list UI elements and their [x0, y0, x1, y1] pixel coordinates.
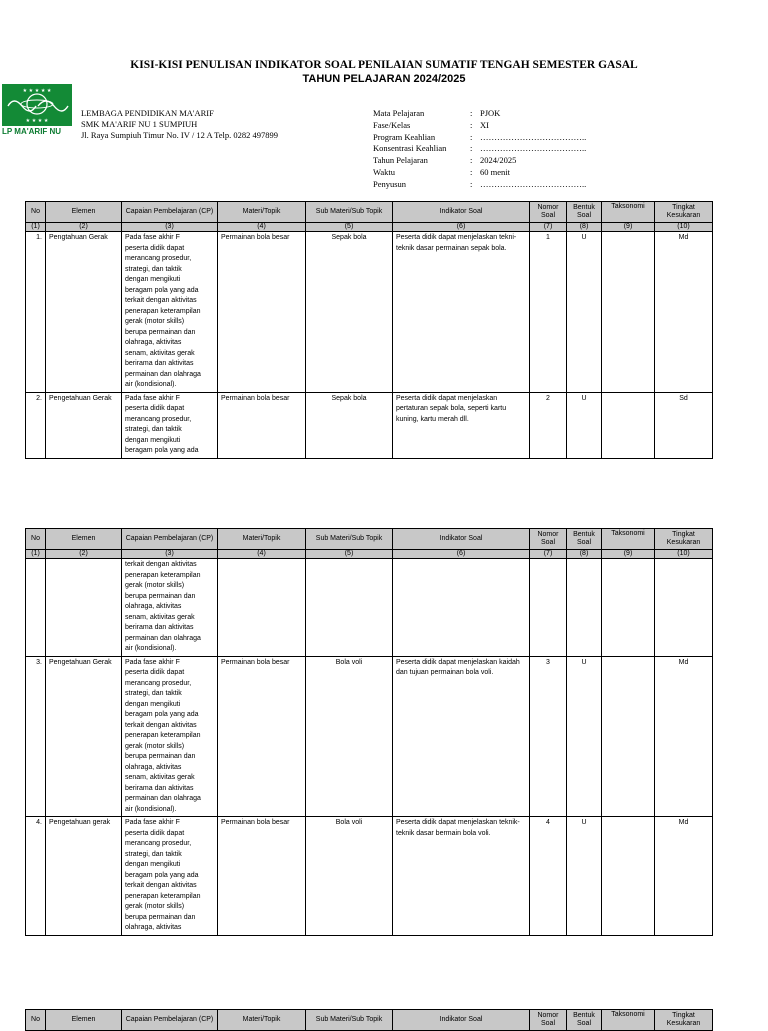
table-row: [26, 656, 713, 817]
row-no: 3.: [26, 656, 46, 817]
meta-row: [373, 155, 586, 167]
header-cell: Elemen: [46, 1010, 122, 1031]
meta-value: 2024/2025: [480, 155, 517, 166]
svg-text:★ ★ ★ ★: ★ ★ ★ ★: [25, 118, 49, 124]
document-subtitle: TAHUN PELAJARAN 2024/2025: [302, 73, 466, 85]
header-cell: Elemen: [46, 202, 122, 223]
row-tingkat: Sd: [655, 392, 713, 458]
column-number: (1): [26, 550, 46, 559]
meta-sep: :: [470, 155, 473, 166]
header-cell: Nomor Soal: [530, 1010, 567, 1031]
row-tingkat: Md: [655, 817, 713, 936]
header-cell: No: [26, 1010, 46, 1031]
column-number: (2): [46, 550, 122, 559]
column-number: (7): [530, 550, 567, 559]
meta-sep: :: [470, 131, 473, 142]
row-bentuk-soal: U: [567, 392, 602, 458]
column-number: (3): [122, 223, 218, 232]
row-materi: Permainan bola besar: [218, 656, 306, 817]
column-number: (10): [655, 223, 713, 232]
column-number: (6): [393, 223, 530, 232]
meta-row: [373, 120, 586, 132]
document-title: KISI-KISI PENULISAN INDIKATOR SOAL PENILAIAN SUMATIF TENGAH SEMESTER GASAL: [130, 59, 638, 71]
row-nomor-soal: [530, 559, 567, 657]
row-elemen: [46, 559, 122, 657]
meta-row: [373, 143, 586, 155]
header-cell: Capaian Pembelajaran (CP): [122, 529, 218, 550]
row-taksonomi: [602, 232, 655, 393]
column-number: (4): [218, 223, 306, 232]
meta-label: Waktu: [373, 166, 395, 177]
column-number: (5): [306, 550, 393, 559]
header-cell: No: [26, 529, 46, 550]
row-nomor-soal: 3: [530, 656, 567, 817]
row-sub-materi: Sepak bola: [306, 232, 393, 393]
table-header-row: [26, 202, 713, 223]
table-header-row: [26, 529, 713, 550]
column-number-row: [26, 223, 713, 232]
row-tingkat: Md: [655, 656, 713, 817]
table-row: [26, 817, 713, 936]
column-number: (7): [530, 223, 567, 232]
row-sub-materi: Bola voli: [306, 656, 393, 817]
table-row: [26, 559, 713, 657]
header-cell: Sub Materi/Sub Topik: [306, 1010, 393, 1031]
meta-value: ………………………………..: [480, 143, 587, 154]
row-cp: Pada fase akhir F peserta didik dapat merancang prosedur, strategi, dan taktik dengan mengikuti beragam pola yang ada terkait dengan aktivitas penerapan keterampilan gerak (motor skills) berupa permainan dan olahraga, aktivitas: [122, 817, 218, 936]
meta-row: [373, 179, 586, 191]
kisi-kisi-table-page-2: [25, 528, 713, 936]
row-nomor-soal: 1: [530, 232, 567, 393]
row-nomor-soal: 2: [530, 392, 567, 458]
header-cell: Sub Materi/Sub Topik: [306, 529, 393, 550]
meta-sep: :: [470, 178, 473, 189]
row-cp: Pada fase akhir F peserta didik dapat merancang prosedur, strategi, dan taktik dengan mengikuti beragam pola yang ada terkait dengan aktivitas penerapan keterampilan gerak (motor skills) berupa permainan dan olahraga, aktivitas senam, aktivitas gerak berirama dan aktivitas permainan dan olahraga air (kondisional).: [122, 656, 218, 817]
kisi-kisi-table-page-3: [25, 1009, 713, 1031]
meta-row: [373, 167, 586, 179]
row-bentuk-soal: U: [567, 656, 602, 817]
header-cell: Tingkat Kesukaran: [655, 529, 713, 550]
header-cell: Materi/Topik: [218, 529, 306, 550]
meta-label: Konsentrasi Keahlian: [373, 143, 447, 154]
table-row: [26, 232, 713, 393]
institution-block: [81, 108, 278, 141]
row-taksonomi: [602, 559, 655, 657]
row-bentuk-soal: [567, 559, 602, 657]
meta-block: [373, 108, 586, 191]
meta-label: Fase/Kelas: [373, 119, 411, 130]
header-cell: Indikator Soal: [393, 202, 530, 223]
meta-label: Tahun Pelajaran: [373, 155, 428, 166]
column-number: (8): [567, 223, 602, 232]
header-cell: Elemen: [46, 529, 122, 550]
table-header-row: [26, 1010, 713, 1031]
row-taksonomi: [602, 392, 655, 458]
header-cell: Tingkat Kesukaran: [655, 202, 713, 223]
institution-line: LEMBAGA PENDIDIKAN MA'ARIF: [81, 108, 214, 118]
column-number: (5): [306, 223, 393, 232]
header-cell: Taksonomi: [602, 529, 655, 550]
header-cell: Taksonomi: [602, 1010, 655, 1031]
header-cell: Capaian Pembelajaran (CP): [122, 1010, 218, 1031]
row-materi: Permainan bola besar: [218, 232, 306, 393]
row-elemen: Pengetahuan Gerak: [46, 392, 122, 458]
row-sub-materi: Sepak bola: [306, 392, 393, 458]
header-cell: Materi/Topik: [218, 202, 306, 223]
row-elemen: Pengetahuan Gerak: [46, 656, 122, 817]
meta-label: Mata Pelajaran: [373, 108, 425, 118]
row-no: 2.: [26, 392, 46, 458]
column-number: (8): [567, 550, 602, 559]
logo-label: LP MA'ARIF NU: [2, 127, 62, 136]
row-indikator: Peserta didik dapat menjelaskan kaidah dan tujuan permainan bola voli.: [393, 656, 530, 817]
column-number: (1): [26, 223, 46, 232]
header-cell: Bentuk Soal: [567, 202, 602, 223]
header-cell: Bentuk Soal: [567, 1010, 602, 1031]
header-cell: Sub Materi/Sub Topik: [306, 202, 393, 223]
meta-sep: :: [470, 143, 473, 154]
table-row: [26, 392, 713, 458]
meta-row: [373, 108, 586, 120]
kisi-kisi-table-page-1: [25, 201, 713, 459]
row-materi: Permainan bola besar: [218, 392, 306, 458]
header-cell: Indikator Soal: [393, 529, 530, 550]
meta-label: Program Keahlian: [373, 131, 436, 142]
column-number: (9): [602, 550, 655, 559]
row-taksonomi: [602, 656, 655, 817]
header-cell: Nomor Soal: [530, 529, 567, 550]
column-number: (10): [655, 550, 713, 559]
row-sub-materi: Bola voli: [306, 817, 393, 936]
header-cell: Nomor Soal: [530, 202, 567, 223]
column-number-row: [26, 550, 713, 559]
row-elemen: Pengetahuan gerak: [46, 817, 122, 936]
svg-text:★ ★ ★ ★ ★: ★ ★ ★ ★ ★: [22, 88, 52, 94]
meta-value: ………………………………..: [480, 178, 587, 189]
row-bentuk-soal: U: [567, 232, 602, 393]
meta-label: Penyusun: [373, 178, 407, 189]
meta-value: 60 menit: [480, 166, 510, 177]
meta-sep: :: [470, 119, 473, 130]
meta-value: ………………………………..: [480, 131, 587, 142]
header-cell: Materi/Topik: [218, 1010, 306, 1031]
column-number: (3): [122, 550, 218, 559]
meta-row: [373, 132, 586, 144]
header-cell: Indikator Soal: [393, 1010, 530, 1031]
row-materi: Permainan bola besar: [218, 817, 306, 936]
header-cell: Capaian Pembelajaran (CP): [122, 202, 218, 223]
row-no: [26, 559, 46, 657]
row-tingkat: [655, 559, 713, 657]
row-elemen: Pengtahuan Gerak: [46, 232, 122, 393]
row-indikator: [393, 559, 530, 657]
meta-sep: :: [470, 108, 473, 118]
row-cp: terkait dengan aktivitas penerapan keterampilan gerak (motor skills) berupa permainan dan olahraga, aktivitas senam, aktivitas gerak berirama dan aktivitas permainan dan olahraga air (kondisional).: [122, 559, 218, 657]
row-bentuk-soal: U: [567, 817, 602, 936]
meta-value: PJOK: [480, 108, 501, 118]
institution-line: SMK MA'ARIF NU 1 SUMPIUH: [81, 119, 198, 129]
row-no: 1.: [26, 232, 46, 393]
column-number: (2): [46, 223, 122, 232]
row-materi: [218, 559, 306, 657]
header-cell: Tingkat Kesukaran: [655, 1010, 713, 1031]
row-tingkat: Md: [655, 232, 713, 393]
column-number: (4): [218, 550, 306, 559]
row-indikator: Peserta didik dapat menjelaskan pertaturan sepak bola, seperti kartu kuning, kartu merah dll.: [393, 392, 530, 458]
lp-maarif-logo: [2, 84, 72, 138]
row-cp: Pada fase akhir F peserta didik dapat merancang prosedur, strategi, dan taktik dengan mengikuti beragam pola yang ada: [122, 392, 218, 458]
meta-sep: :: [470, 166, 473, 177]
row-indikator: Peserta didik dapat menjelaskan tekni-teknik dasar permainan sepak bola.: [393, 232, 530, 393]
row-no: 4.: [26, 817, 46, 936]
row-nomor-soal: 4: [530, 817, 567, 936]
institution-line: Jl. Raya Sumpiuh Timur No. IV / 12 A Telp. 0282 497899: [81, 130, 278, 140]
row-taksonomi: [602, 817, 655, 936]
header-cell: Bentuk Soal: [567, 529, 602, 550]
header-cell: Taksonomi: [602, 202, 655, 223]
row-cp: Pada fase akhir F peserta didik dapat merancang prosedur, strategi, dan taktik dengan mengikuti beragam pola yang ada terkait dengan aktivitas penerapan keterampilan gerak (motor skills) berupa permainan dan olahraga, aktivitas senam, aktivitas gerak berirama dan aktivitas permainan dan olahraga air (kondisional).: [122, 232, 218, 393]
nu-emblem-icon: [2, 84, 72, 126]
row-sub-materi: [306, 559, 393, 657]
row-indikator: Peserta didik dapat menjelaskan teknik-teknik dasar bermain bola voli.: [393, 817, 530, 936]
header-cell: No: [26, 202, 46, 223]
column-number: (6): [393, 550, 530, 559]
column-number: (9): [602, 223, 655, 232]
meta-value: XI: [480, 119, 489, 130]
